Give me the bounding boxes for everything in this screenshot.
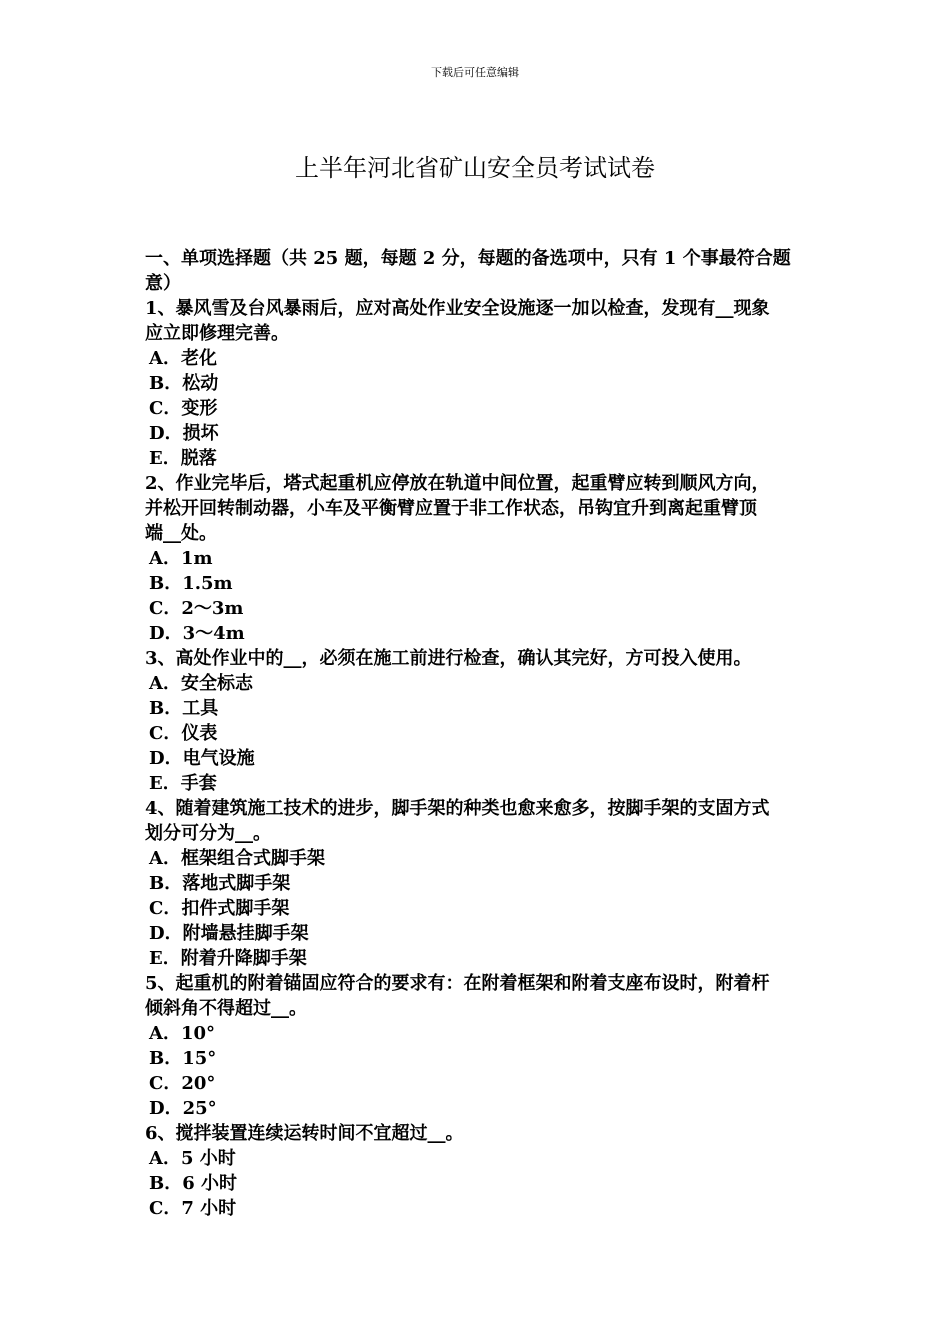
question-6	[145, 1121, 810, 1221]
question-text: 1、暴风雪及台风暴雨后，应对高处作业安全设施逐一加以检查，发现有__现象	[145, 298, 770, 319]
option-c: C．变形	[149, 398, 218, 419]
exam-content	[145, 246, 810, 1221]
question-4	[145, 796, 810, 971]
option-a: A．1m	[149, 548, 213, 569]
section-heading	[145, 246, 810, 296]
question-text: 4、随着建筑施工技术的进步，脚手架的种类也愈来愈多，按脚手架的支固方式	[145, 798, 770, 819]
header-note: 下载后可任意编辑	[431, 66, 519, 79]
question-text: 端__处。	[145, 523, 217, 544]
question-1	[145, 296, 810, 471]
question-text: 3、高处作业中的__，必须在施工前进行检查，确认其完好，方可投入使用。	[145, 648, 752, 669]
question-text: 5、起重机的附着锚固应符合的要求有：在附着框架和附着支座布设时，附着杆	[145, 973, 770, 994]
section-heading-line: 一、单项选择题（共 25 题，每题 2 分，每题的备选项中，只有 1 个事最符合题	[145, 248, 791, 269]
option-d: D．3～4m	[149, 623, 245, 644]
option-d: D．25°	[149, 1098, 217, 1119]
page-title: 上半年河北省矿山安全员考试试卷	[295, 154, 655, 182]
option-b: B．6 小时	[149, 1173, 238, 1194]
option-e: E．脱落	[149, 448, 217, 469]
option-e: E．手套	[149, 773, 217, 794]
option-c: C．仪表	[149, 723, 218, 744]
option-a: A．10°	[149, 1023, 216, 1044]
question-2	[145, 471, 810, 646]
option-b: B．松动	[149, 373, 219, 394]
option-c: C．7 小时	[149, 1198, 237, 1219]
option-a: A．框架组合式脚手架	[149, 848, 325, 869]
option-b: B．15°	[149, 1048, 217, 1069]
section-heading-line: 意）	[145, 273, 181, 294]
question-text: 并松开回转制动器，小车及平衡臂应置于非工作状态，吊钩宜升到离起重臂顶	[145, 498, 757, 519]
question-text: 2、作业完毕后，塔式起重机应停放在轨道中间位置，起重臂应转到顺风方向，	[145, 473, 770, 494]
option-d: D．附墙悬挂脚手架	[149, 923, 309, 944]
option-a: A．老化	[149, 348, 217, 369]
option-b: B．1.5m	[149, 573, 233, 594]
option-a: A．5 小时	[149, 1148, 236, 1169]
option-c: C．2～3m	[149, 598, 244, 619]
option-e: E．附着升降脚手架	[149, 948, 307, 969]
option-b: B．工具	[149, 698, 219, 719]
question-3	[145, 646, 810, 796]
option-c: C．扣件式脚手架	[149, 898, 290, 919]
question-text: 划分可分为__。	[145, 823, 271, 844]
option-d: D．电气设施	[149, 748, 255, 769]
question-text: 应立即修理完善。	[145, 323, 289, 344]
option-c: C．20°	[149, 1073, 216, 1094]
option-d: D．损坏	[149, 423, 219, 444]
question-text: 倾斜角不得超过__。	[145, 998, 307, 1019]
question-text: 6、搅拌装置连续运转时间不宜超过__。	[145, 1123, 464, 1144]
option-b: B．落地式脚手架	[149, 873, 291, 894]
question-5	[145, 971, 810, 1121]
option-a: A．安全标志	[149, 673, 253, 694]
